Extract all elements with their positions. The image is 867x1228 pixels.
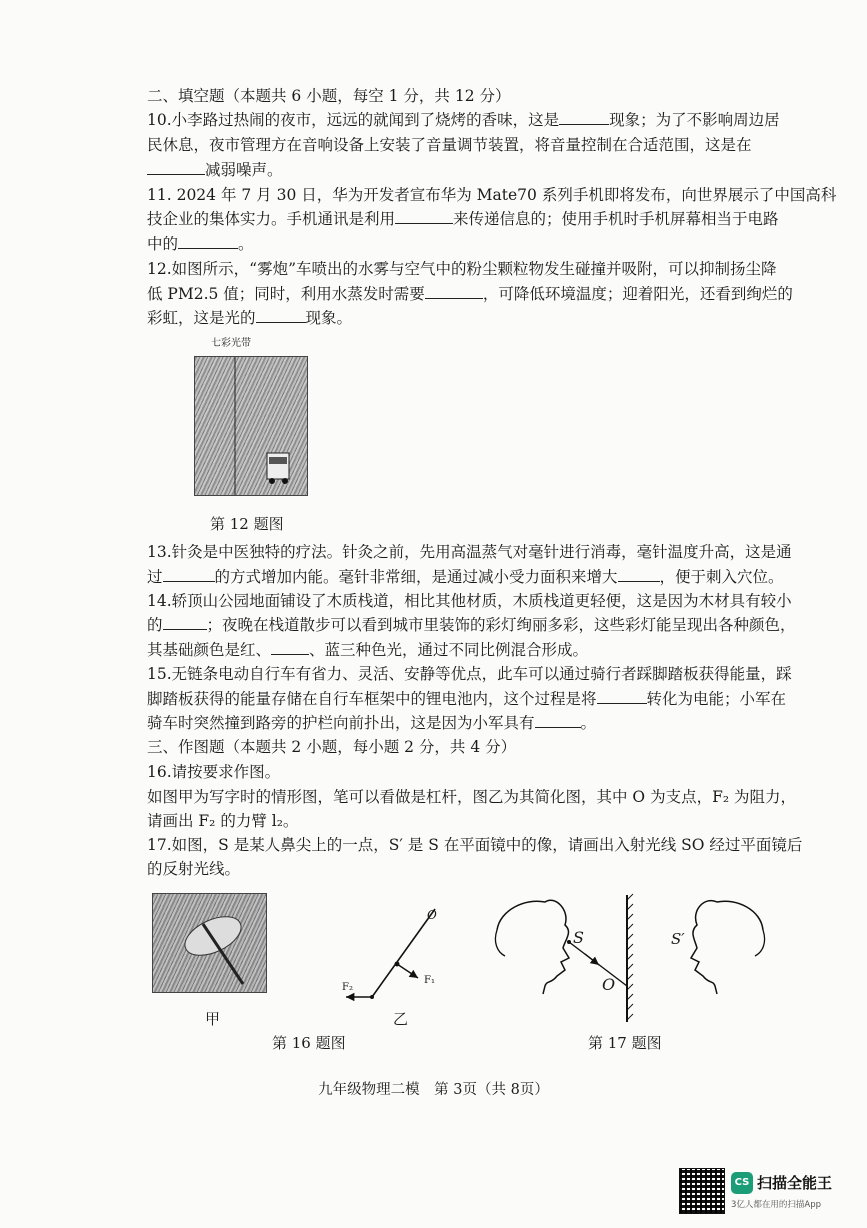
answer-blank [559, 110, 609, 125]
camscanner-logo-icon: CS [731, 1172, 753, 1194]
q17-mirror-diagram [485, 890, 775, 1030]
q10-line-1: 10.小李路过热闹的夜市，远远的就闻到了烧烤的香味，这是 现象；为了不影响周边居 [147, 111, 780, 129]
q11-line-1: 11. 2024 年 7 月 30 日，华为开发者宣布华为 Mate70 系列手机即将发布，向世界展示了中国高科 [147, 186, 837, 204]
hand-holding-pen-icon [153, 894, 266, 992]
q11-line-3: 中的 。 [147, 235, 254, 253]
section-3-header: 三、作图题（本题共 2 小题，每小题 2 分，共 4 分） [147, 738, 517, 756]
q12-line-1: 12.如图所示，“雾炮”车喷出的水雾与空气中的粉尘颗粒物发生碰撞并吸附，可以抑制扬尘降 [147, 260, 777, 278]
q13-line-2: 过 的方式增加内能。毫针非常细，是通过减小受力面积来增大 ，便于刺入穴位。 [147, 568, 784, 586]
q10-line-2: 民休息，夜市管理方在音响设备上安装了音量调节装置，将音量控制在合适范围，这是在 [147, 136, 752, 154]
watermark-brand-name: 扫描全能王 [757, 1174, 833, 1192]
q12-caption: 第 12 题图 [210, 515, 284, 533]
watermark-tagline: 3亿人都在用的扫描App [731, 1200, 822, 1210]
q16-label-f1: F₁ [424, 975, 435, 986]
q16-line-3: 请画出 F₂ 的力臂 l₂。 [147, 812, 299, 830]
answer-blank [163, 615, 207, 630]
right-face-outline [691, 901, 763, 994]
qr-code-icon [679, 1168, 725, 1214]
answer-blank [618, 567, 660, 582]
answer-blank [178, 234, 238, 249]
q14-line-2: 的 ；夜晚在栈道散步可以看到城市里装饰的彩灯绚丽多彩，这些彩灯能呈现出各种颜色， [147, 616, 796, 634]
q15-line-3: 骑车时突然撞到路旁的护栏向前扑出，这是因为小军具有 。 [147, 714, 597, 732]
answer-blank [163, 567, 215, 582]
q15-line-2: 脚踏板获得的能量存储在自行车框架中的锂电池内，这个过程是将 转化为电能；小军在 [147, 690, 787, 708]
q17-line-1: 17.如图，S 是某人鼻尖上的一点，S′ 是 S 在平面镜中的像，请画出入射光线 SO 经过平面镜后 [147, 836, 803, 854]
answer-blank [271, 640, 309, 655]
q17-line-2: 的反射光线。 [147, 860, 241, 878]
answer-blank [535, 713, 581, 728]
q12-line-3: 彩虹，这是光的 现象。 [147, 309, 353, 327]
q11-line-2: 技企业的集体实力。手机通讯是利用 来传递信息的；使用手机时手机屏幕相当于电路 [147, 210, 779, 228]
section-2-header: 二、填空题（本题共 6 小题，每空 1 分，共 12 分） [147, 87, 511, 105]
answer-blank [425, 284, 483, 299]
q16-photo-writing [152, 893, 267, 993]
q16-label-yi: 乙 [393, 1010, 409, 1028]
q12-line-2: 低 PM2.5 值；同时，利用水蒸发时需要 ，可降低环境温度；迎着阳光，还看到绚烂的 [147, 285, 793, 303]
q17-label-s-prime: S′ [671, 930, 685, 948]
left-face-outline [497, 900, 569, 994]
fog-cannon-truck-icon [195, 357, 307, 495]
q14-line-3: 其基础颜色是红、 、蓝三种色光，通过不同比例混合形成。 [147, 641, 589, 659]
scanner-watermark [679, 1168, 849, 1214]
answer-blank [395, 209, 453, 224]
q16-line-1: 16.请按要求作图。 [147, 763, 281, 781]
q15-line-1: 15.无链条电动自行车有省力、灵活、安静等优点，此车可以通过骑行者踩脚踏板获得能量，踩 [147, 665, 792, 683]
q12-photo [194, 356, 308, 496]
f1-arrow [397, 964, 418, 978]
q12-photo-label: 七彩光带 [211, 338, 251, 349]
q16-label-o: O [427, 908, 437, 922]
q16-caption: 第 16 题图 [272, 1034, 346, 1052]
q16-label-f2: F₂ [342, 982, 353, 993]
answer-blank [147, 160, 205, 175]
q16-line-2: 如图甲为写字时的情形图，笔可以看做是杠杆，图乙为其简化图，其中 O 为支点，F₂ 为阻力， [147, 788, 796, 806]
page-footer: 九年级物理二模 第 3页（共 8页） [318, 1082, 549, 1098]
q17-label-s: S [573, 928, 584, 947]
answer-blank [597, 689, 647, 704]
answer-blank [256, 308, 306, 323]
q17-caption: 第 17 题图 [588, 1034, 662, 1052]
q14-line-1: 14.轿顶山公园地面铺设了木质栈道，相比其他材质，木质栈道更轻便，这是因为木材具有较小 [147, 592, 792, 610]
q13-line-1: 13.针灸是中医独特的疗法。针灸之前，先用高温蒸气对毫针进行消毒，毫针温度升高，这是通 [147, 543, 792, 561]
q16-label-jia: 甲 [205, 1010, 221, 1028]
q17-label-o: O [602, 975, 616, 994]
q10-line-3: 减弱噪声。 [147, 158, 283, 182]
